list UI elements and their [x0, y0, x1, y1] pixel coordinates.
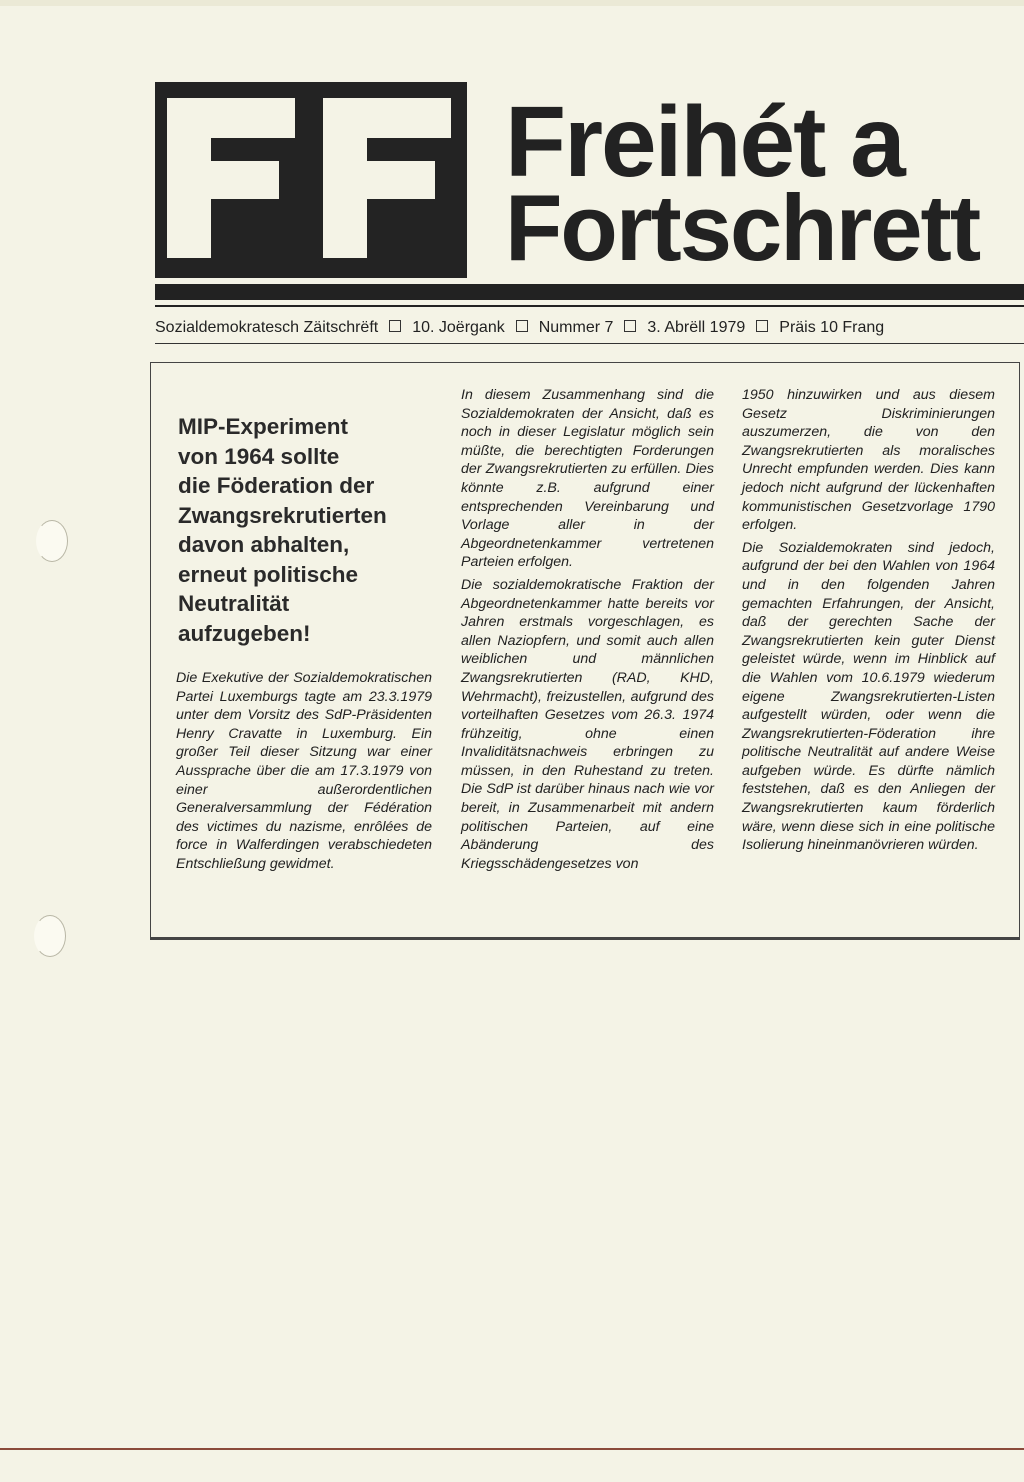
punch-hole-bottom: [34, 915, 66, 957]
masthead-rule-under: [155, 343, 1024, 344]
issue-number: Nummer 7: [538, 319, 614, 336]
logo-letter-f1-top-bar: [167, 98, 295, 138]
separator-square-icon: [624, 320, 636, 332]
headline-line: Neutralität: [178, 591, 290, 616]
masthead-rule-thick: [155, 284, 1024, 300]
logo-letter-f2-top-bar: [323, 98, 451, 138]
issue-date: 3. Abrëll 1979: [647, 319, 746, 336]
headline-line: davon abhalten,: [178, 532, 350, 557]
article-column-1: [176, 669, 432, 878]
publication-subtitle: Sozialdemokratesch Zäitschrëft: [155, 319, 379, 336]
separator-square-icon: [389, 320, 401, 332]
masthead-rule-thin: [155, 305, 1024, 307]
column-3-paragraph-1: 1950 hinzuwirken und aus diesem Gesetz Diskriminierungen auszumerzen, die von den Zwangsrekrutierten als moralisches Unrecht empfunden werden. Dies kann jedoch nicht aufgrund der lückenhaften kommunistischen Gesetzvorlage 1790 erfolgen.: [742, 387, 995, 534]
punch-hole-top: [36, 520, 68, 562]
logo-letter-f1-middle-bar: [167, 161, 279, 199]
issue-price: Präis 10 Frang: [779, 319, 885, 336]
masthead-info-line: [155, 319, 1024, 337]
headline-line: aufzugeben!: [178, 620, 311, 646]
headline-line: MIP-Experiment: [178, 414, 349, 439]
article-column-2: [461, 386, 714, 877]
article-column-3: [742, 386, 995, 859]
logo-letter-f2-middle-bar: [323, 161, 435, 199]
column-3-paragraph-2: Die Sozialdemokraten sind jedoch, aufgrund der bei den Wahlen von 1964 und in den folgenden Jahren gemachten Erfahrungen, der Ansicht, daß der gerechten Sache der Zwangsrekrutierten kein guter Dienst geleistet würde, wenn im Hinblick auf die Wahlen vom 10.6.1979 wiederum eigene Zwangsrekrutierten-Listen aufgestellt würden, oder wenn die Zwangsrekrutierten-Föderation ihre politische Neutralität auf andere Weise aufgeben würde. Es dürfte nämlich feststehen, daß es den Anliegen der Zwangsrekrutierten kaum förderlich wäre, wenn diese sich in eine politische Isolierung hineinmanövrieren würden.: [742, 539, 995, 854]
masthead-title-line1: Freihét a: [505, 86, 904, 198]
masthead-title-line2: Fortschrett: [505, 175, 980, 280]
article-headline: [178, 412, 428, 648]
headline-line: von 1964 sollte: [178, 443, 340, 469]
page-bottom-edge: [0, 1448, 1024, 1450]
headline-line: erneut politische: [178, 561, 359, 587]
volume-year: 10. Joërgank: [412, 319, 505, 336]
column-2-paragraph-1: In diesem Zusammenhang sind die Sozialdemokraten der Ansicht, daß es noch in dieser Legislatur möglich sein müßte, die berechtigten Forderungen der Zwangsrekrutierten zu erfüllen. Dies könnte z.B. aufgrund einer entsprechenden Vereinbarung und Vorlage aller in der Abgeordnetenkammer vertretenen Parteien erfolgen.: [461, 387, 714, 571]
ff-logo: [155, 82, 467, 278]
headline-line: die Föderation der: [178, 473, 375, 498]
separator-square-icon: [756, 320, 768, 332]
page-top-edge: [0, 0, 1024, 6]
separator-square-icon: [516, 320, 528, 332]
column-1-paragraph: Die Exekutive der Sozialdemokratischen Partei Luxemburgs tagte am 23.3.1979 unter dem Vorsitz des SdP-Präsidenten Henry Cravatte in Luxemburg. Ein großer Teil dieser Sitzung war einer Aussprache über die am 17.3.1979 von einer außerordentlichen Generalversammlung der Fédération des victimes du nazisme, enrôlées de force in Walferdingen verabschiedeten Entschließung gewidmet.: [176, 670, 432, 872]
headline-line: Zwangsrekrutierten: [178, 502, 387, 528]
column-2-paragraph-2: Die sozialdemokratische Fraktion der Abgeordnetenkammer hatte bereits vor Jahren erstmals vorgeschlagen, es allen Naziopfern, und somit auch allen weiblichen und männlichen Zwangsrekrutierten (RAD, KHD, Wehrmacht), freizustellen, aufgrund des vorteilhaften Gesetzes vom 26.3. 1974 frühzeitig, ohne einen Invaliditätsnachweis erbringen zu müssen, in den Ruhestand zu treten. Die SdP ist darüber hinaus nach wie vor bereit, in Zusammenarbeit mit andern politischen Parteien, auf eine Abänderung des Kriegsschädengesetzes von: [461, 576, 714, 872]
